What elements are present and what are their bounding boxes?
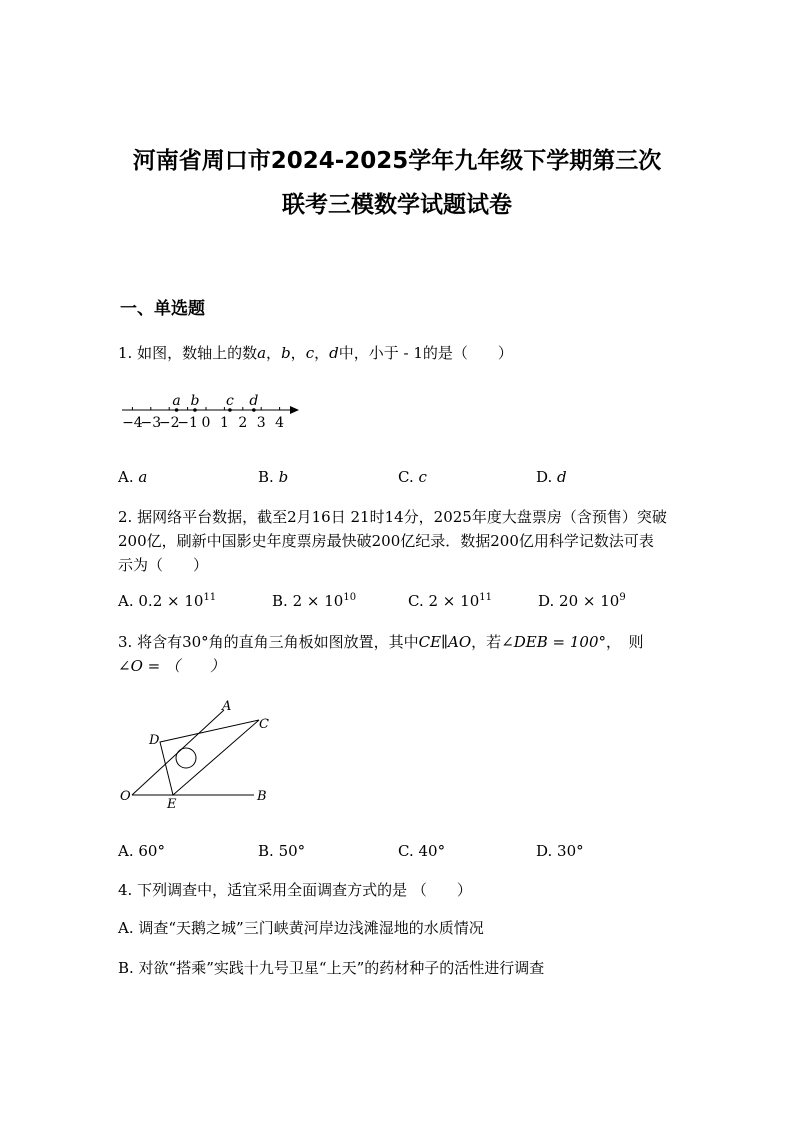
q2-option-d[interactable]: D. $20 \times 10^9$ [538, 592, 626, 610]
number-line-tick-label: 4 [275, 415, 285, 431]
question-2-line1: 2. 据网络平台数据，截至2月16日 21时14分，2025年度大盘票房（含预售）突破 [118, 508, 667, 526]
number-line-tick-label: −2 [158, 415, 180, 431]
label-d: D [149, 733, 160, 748]
set-square [160, 720, 259, 795]
q1-option-a[interactable]: A. a [118, 468, 148, 486]
question-2-line3: 示为（ ） [118, 556, 209, 574]
q3-option-a[interactable]: A. 60° [118, 842, 165, 860]
number-line-arrow [290, 406, 299, 414]
number-line-tick-label: 0 [201, 415, 211, 431]
number-line-tick-label: 3 [256, 415, 266, 431]
exam-title-line1: 河南省周口市2024-2025学年九年级下学期第三次 [132, 148, 662, 174]
label-a: A [222, 699, 232, 714]
question-3-line1: 3. 将含有30°角的直角三角板如图放置，其中CE∥AO，若∠DEB = 100°， 则 [118, 633, 644, 651]
question-3-line2: ∠O = （ ） [118, 657, 225, 675]
q3-option-d[interactable]: D. 30° [536, 842, 584, 860]
q3-option-c[interactable]: C. 40° [398, 842, 446, 860]
label-c: C [259, 717, 269, 732]
q1-option-c[interactable]: C. c [398, 468, 427, 486]
number-line-tick-label: 2 [238, 415, 248, 431]
q4-option-a[interactable]: A. 调查“天鹅之城”三门峡黄河岸边浅滩湿地的水质情况 [118, 919, 484, 937]
q3-option-b[interactable]: B. 50° [258, 842, 306, 860]
q4-option-b[interactable]: B. 对欲“搭乘”实践十九号卫星“上天”的药材种子的活性进行调查 [118, 959, 545, 977]
number-line-point-label: c [225, 393, 234, 409]
number-line-tick-label: −1 [177, 415, 198, 431]
number-line-point-label: b [190, 393, 200, 409]
label-b: B [257, 789, 267, 804]
exam-title-line2: 联考三模数学试题试卷 [282, 192, 512, 218]
triangle-figure [112, 696, 282, 812]
number-line-tick-label: 1 [219, 415, 229, 431]
q2-option-a[interactable]: A. $0.2 \times 10^{11}$ [118, 592, 217, 610]
q1-option-d[interactable]: D. d [536, 468, 567, 486]
number-line-point-label: d [249, 393, 259, 409]
question-2-line2: 200亿，刷新中国影史年度票房最快破200亿纪录．数据200亿用科学记数法可表 [118, 532, 654, 550]
set-square-hole [176, 748, 196, 768]
number-line-tick-label: −3 [140, 415, 162, 431]
question-1-text: 1. 如图，数轴上的数a，b，c，d中，小于 - 1的是（ ） [118, 344, 513, 362]
label-o: O [120, 789, 131, 804]
q2-option-b[interactable]: B. $2 \times 10^{10}$ [272, 592, 357, 610]
number-line-point-label: a [172, 393, 181, 409]
section-heading: 一、单选题 [120, 299, 205, 319]
label-e: E [167, 797, 177, 812]
number-line-tick-label: −4 [122, 415, 143, 431]
q1-option-b[interactable]: B. b [258, 468, 289, 486]
q2-option-c[interactable]: C. $2 \times 10^{11}$ [408, 592, 492, 610]
question-4-text: 4. 下列调查中，适宜采用全面调查方式的是 （ ） [118, 881, 472, 899]
number-line-figure [118, 388, 308, 434]
